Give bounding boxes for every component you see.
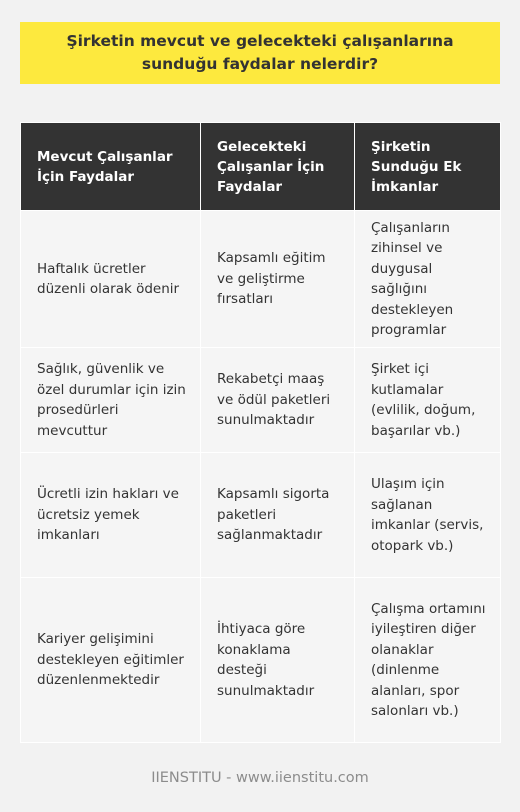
table-cell: Kapsamlı eğitim ve geliştirme fırsatları — [201, 211, 355, 348]
column-header-current-employees: Mevcut Çalışanlar İçin Faydalar — [21, 123, 201, 211]
page-title: Şirketin mevcut ve gelecekteki çalışanlarına sunduğu faydalar nelerdir? — [66, 32, 454, 73]
table-cell: Ücretli izin hakları ve ücretsiz yemek imkanları — [21, 453, 201, 578]
table-cell: İhtiyaca göre konaklama desteği sunulmaktadır — [201, 578, 355, 743]
table-header-row — [21, 123, 501, 211]
table-cell: Haftalık ücretler düzenli olarak ödenir — [21, 211, 201, 348]
table-cell: Sağlık, güvenlik ve özel durumlar için izin prosedürleri mevcuttur — [21, 348, 201, 453]
title-banner — [20, 22, 500, 84]
table-row — [21, 578, 501, 743]
table-cell: Ulaşım için sağlanan imkanlar (servis, otopark vb.) — [355, 453, 501, 578]
footer-credit: IIENSTITU - www.iienstitu.com — [151, 770, 369, 786]
benefits-table — [20, 122, 501, 743]
table-row — [21, 348, 501, 453]
benefits-table-container — [20, 122, 500, 743]
table-cell: Kariyer gelişimini destekleyen eğitimler düzenlenmektedir — [21, 578, 201, 743]
table-row — [21, 211, 501, 348]
table-cell: Kapsamlı sigorta paketleri sağlanmaktadır — [201, 453, 355, 578]
table-cell: Çalışma ortamını iyileştiren diğer olanaklar (dinlenme alanları, spor salonları vb.) — [355, 578, 501, 743]
table-cell: Çalışanların zihinsel ve duygusal sağlığını destekleyen programlar — [355, 211, 501, 348]
table-cell: Rekabetçi maaş ve ödül paketleri sunulmaktadır — [201, 348, 355, 453]
column-header-extra-opportunities: Şirketin Sunduğu Ek İmkanlar — [355, 123, 501, 211]
table-row — [21, 453, 501, 578]
table-cell: Şirket içi kutlamalar (evlilik, doğum, başarılar vb.) — [355, 348, 501, 453]
column-header-future-employees: Gelecekteki Çalışanlar İçin Faydalar — [201, 123, 355, 211]
